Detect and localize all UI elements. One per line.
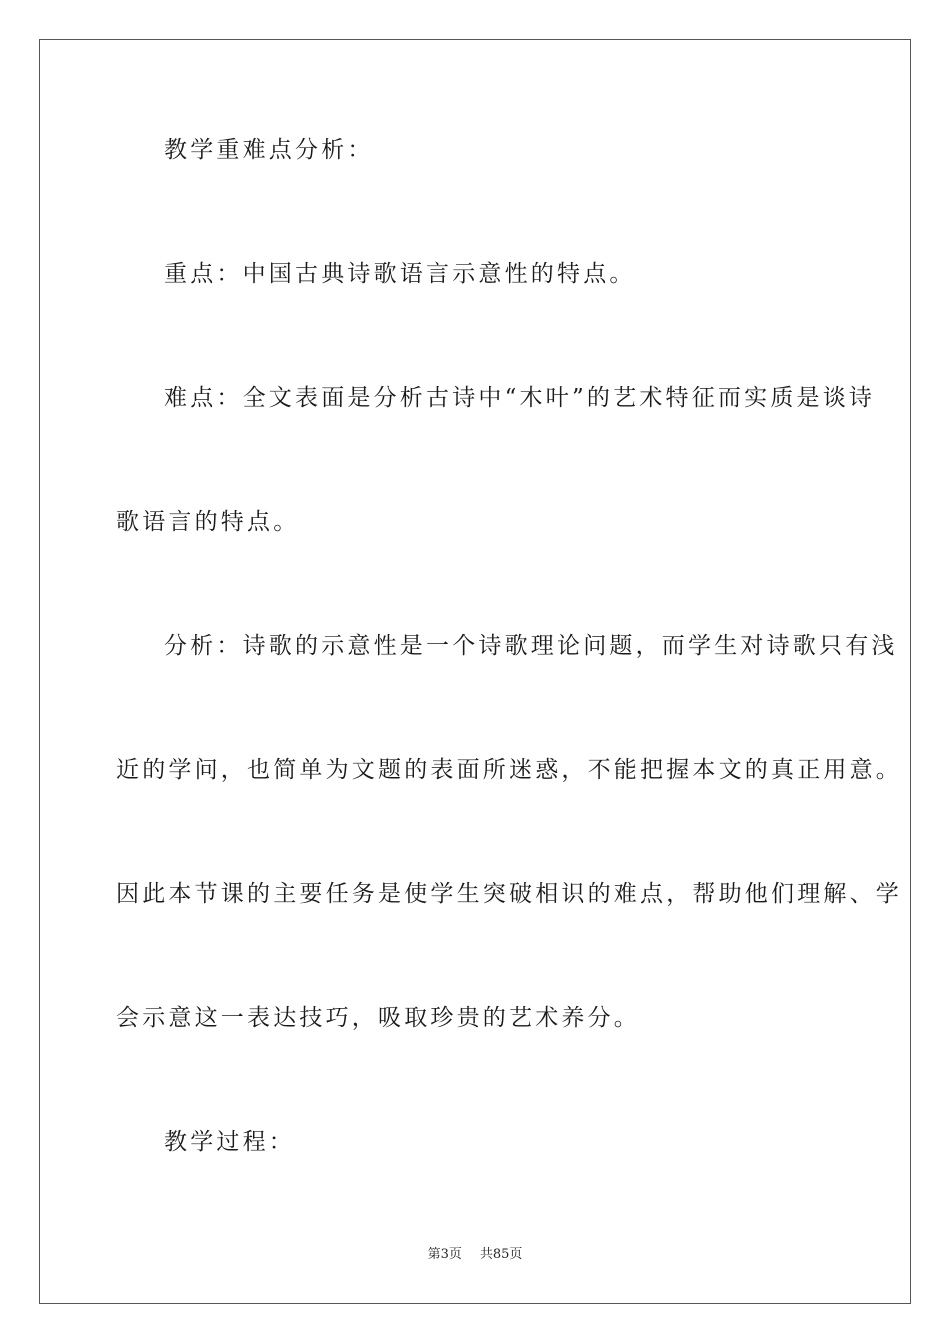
analysis-text-line-3: 因此本节课的主要任务是使学生突破相识的难点，帮助他们理解、学 [116,881,902,907]
analysis-text-line-1: 分析：诗歌的示意性是一个诗歌理论问题，而学生对诗歌只有浅 [164,633,898,659]
analysis-text-line-2: 近的学问，也简单为文题的表面所迷惑，不能把握本文的真正用意。 [116,757,902,783]
page-total: 共85页 [479,1247,523,1262]
section-heading-process: 教学过程： [164,1129,295,1155]
page-footer [0,1246,950,1264]
key-point-text: 重点：中国古典诗歌语言示意性的特点。 [164,261,636,287]
difficulty-text-line-2: 歌语言的特点。 [116,509,300,535]
page-border [39,39,911,1304]
difficulty-text-line-1: 难点：全文表面是分析古诗中“木叶”的艺术特征而实质是谈诗 [164,385,876,411]
analysis-text-line-4: 会示意这一表达技巧，吸取珍贵的艺术养分。 [116,1005,640,1031]
page-number: 第3页 [427,1247,462,1262]
section-heading-analysis: 教学重难点分析： [164,137,374,163]
